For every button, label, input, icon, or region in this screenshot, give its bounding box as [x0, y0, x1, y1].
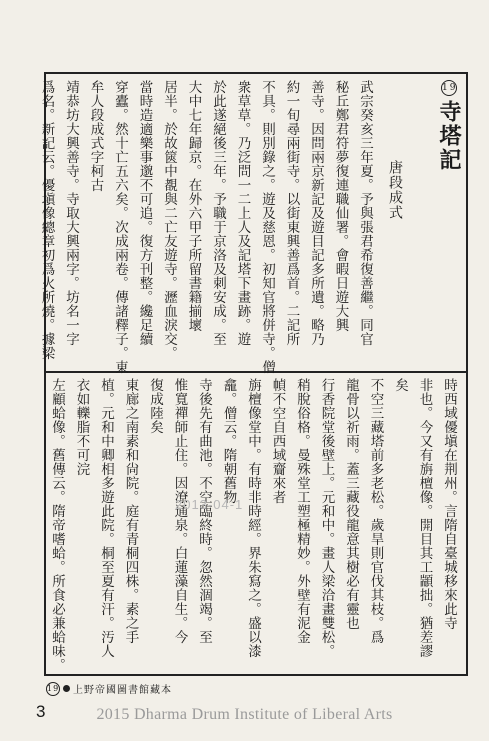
text-column: 旃檀像堂中。有時非時經。界朱寫之。盛以漆: [245, 378, 261, 658]
text-column: 衆草草。乃泛問一二上人及記塔下畫跡。遊: [234, 80, 251, 346]
text-column: 左顧蛤像。舊傳云。隋帝嗜蛤。所食必兼蛤味。: [49, 378, 65, 672]
document-title: [434, 80, 465, 172]
text-column: 穿蠹。然十亡五六矣。次成兩卷。傳諸釋子。東: [112, 80, 128, 374]
text-column: 大中七年歸京。在外六甲子所留書籍揃壞: [185, 80, 202, 332]
text-column: 不具。則別錄之。遊及慈恩。初知官將併寺。僧: [259, 80, 275, 374]
text-column: 龍骨以祈雨。蓋三藏役龍意其樹必有靈也: [343, 378, 359, 630]
footer-badge: 19: [46, 682, 60, 696]
lower-text-block: [45, 378, 462, 670]
text-column: 牟人段成式字柯古: [87, 80, 104, 192]
text-column: 不空三藏塔前多老松。歲旱則官伐其枝。爲: [367, 378, 384, 644]
text-column: 於此遂絕後三年。予職于京洛及刺安成。至: [210, 80, 226, 346]
text-column: 武宗癸亥三年夏。予與張君希復善繼。同官: [357, 80, 373, 346]
text-column: 居半。於故篋中覩與二亡友遊寺。瀝血淚交。: [161, 80, 177, 360]
date-stamp: 2013-04-1: [175, 497, 244, 512]
text-column: 時西域優塡在荆州。言隋自臺城移來此寺: [441, 378, 457, 630]
text-column: 行香院堂後壁上。元和中。畫人梁洽畫雙松。: [318, 378, 335, 658]
text-column: 衣如轢脂不可浣: [73, 378, 90, 476]
upper-text-block: [34, 80, 377, 374]
text-column: 善寺。因問兩京新記及遊目記多所遺。略乃: [308, 80, 324, 346]
author-name: 唐段成式: [387, 160, 403, 220]
text-column: 矣: [392, 378, 408, 392]
text-column: 當時造適樂事邈不可追。復方刊整。纔足續: [136, 80, 153, 346]
text-column: 惟寬禪師止住。因潦通泉。白蓮藻自生。今: [171, 378, 188, 644]
text-column: 約一旬尋兩街寺。以街東興善爲首。二記所: [283, 80, 300, 346]
page-number: 3: [36, 702, 46, 721]
text-column: 復成陸矣: [147, 378, 163, 434]
text-column: 非也。今又有旃檀像。開目其工顓拙。猶差謬: [416, 378, 433, 658]
watermark: 2015 Dharma Drum Institute of Liberal Arts: [96, 706, 393, 723]
text-column: 爲名。新記云。優塡像總章初爲火所燒。據梁: [38, 80, 55, 360]
text-column: 寺後先有曲池。不空臨終時。忽然涸竭。至: [196, 378, 212, 644]
text-column: 東廊之南素和尙院。庭有青桐四株。素之手: [122, 378, 139, 644]
title-number: 19: [441, 80, 457, 96]
text-column: 植。元和中卿相多遊此院。桐至夏有汗。汚人: [98, 378, 114, 658]
text-column: 秘丘鄭君符夢復連職仙署。會暇日遊大興: [332, 80, 349, 332]
section-divider: [44, 371, 468, 373]
text-column: 幀不空自西域齎來者: [269, 378, 286, 504]
footer: [46, 681, 172, 696]
footer-text: 上野帝國圖書館藏本: [73, 685, 172, 696]
title-text: 寺塔記: [436, 100, 462, 172]
text-column: 靖恭坊大興善寺。寺取大興兩字。坊名一字: [63, 80, 79, 346]
text-column: 龕。僧云。隋朝舊物: [220, 378, 237, 504]
text-column: 稍脫俗格。曼殊堂工塑極精妙。外壁有泥金: [294, 378, 310, 644]
bullet-icon: [63, 685, 70, 692]
